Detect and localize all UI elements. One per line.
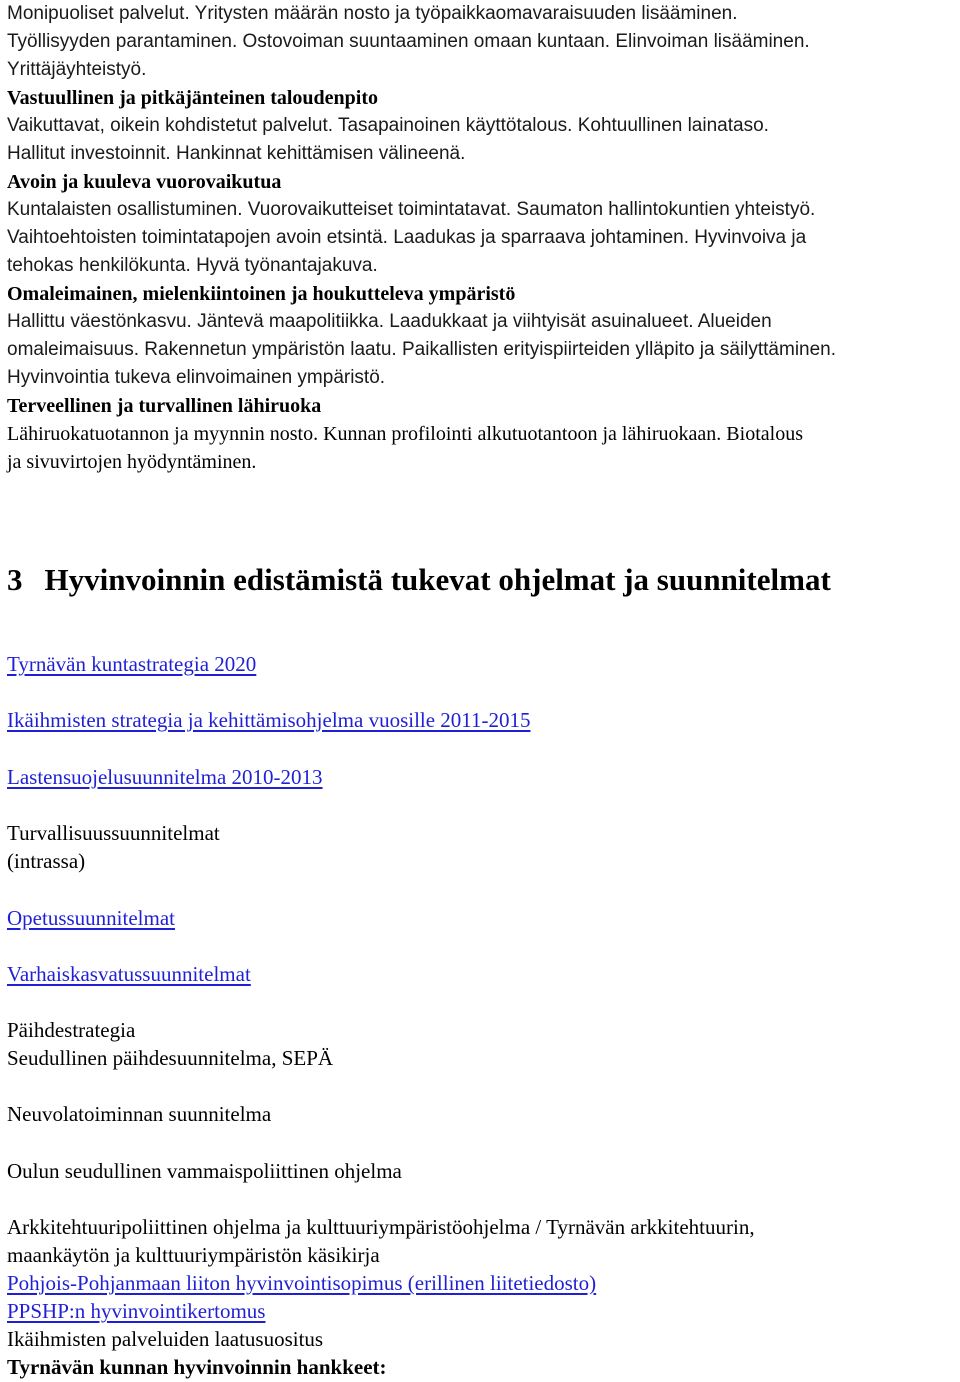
goal-text-line: Kuntalaisten osallistuminen. Vuorovaikutteiset toimintatavat. Saumaton hallintokuntien yhteistyö. bbox=[7, 199, 816, 220]
arkkitehtuuri-text: maankäytön ja kulttuuriympäristön käsikirja bbox=[7, 1243, 380, 1267]
program-entry bbox=[7, 960, 251, 988]
goal-text-line: ja sivuvirtojen hyödyntäminen. bbox=[7, 451, 257, 473]
goal-text-line: Vaikuttavat, oikein kohdistetut palvelut. Tasapainoinen käyttötalous. Kohtuullinen lainataso. bbox=[7, 115, 769, 136]
hankkeet-heading: Tyrnävän kunnan hyvinvoinnin hankkeet: bbox=[7, 1355, 387, 1379]
goal-text-line: tehokas henkilökunta. Hyvä työnantajakuva. bbox=[7, 255, 378, 276]
neuvola-text: Neuvolatoiminnan suunnitelma bbox=[7, 1102, 272, 1126]
goal-text-line: Hyvinvointia tukeva elinvoimainen ympäristö. bbox=[7, 367, 386, 388]
program-entry bbox=[7, 706, 531, 734]
program-entry bbox=[7, 904, 175, 932]
goal-text-line: Lähiruokatuotannon ja myynnin nosto. Kunnan profilointi alkutuotantoon ja lähiruokaan. Biotalous bbox=[7, 423, 803, 445]
goal-heading: Omaleimainen, mielenkiintoinen ja houkutteleva ympäristö bbox=[7, 283, 516, 305]
goal-heading: Avoin ja kuuleva vuorovaikutua bbox=[7, 171, 282, 193]
goal-text-line: Työllisyyden parantaminen. Ostovoiman suuntaaminen omaan kuntaan. Elinvoiman lisääminen. bbox=[7, 31, 810, 52]
hyvinvointisopimus-link[interactable]: Pohjois-Pohjanmaan liiton hyvinvointisopimus (erillinen liitetiedosto) bbox=[7, 1271, 597, 1295]
program-entry bbox=[7, 1100, 271, 1128]
program-entry bbox=[7, 763, 323, 791]
goal-text-line: Hallittu väestönkasvu. Jäntevä maapolitiikka. Laadukkaat ja viihtyisät asuinalueet. Alueiden bbox=[7, 311, 772, 332]
program-entry bbox=[7, 1213, 755, 1381]
kuntastrategia-link[interactable]: Tyrnävän kuntastrategia 2020 bbox=[7, 652, 257, 676]
goal-text-line: Hallitut investoinnit. Hankinnat kehittämisen välineenä. bbox=[7, 143, 466, 164]
hyvinvointikertomus-link[interactable]: PPSHP:n hyvinvointikertomus bbox=[7, 1299, 266, 1323]
laatusuositus-text: Ikäihmisten palveluiden laatusuositus bbox=[7, 1327, 324, 1351]
section-heading bbox=[7, 560, 831, 600]
document-page bbox=[7, 0, 957, 1379]
turvallisuussuunnitelmat-location: (intrassa) bbox=[7, 849, 86, 873]
program-entry bbox=[7, 1016, 333, 1072]
arkkitehtuuri-text: Arkkitehtuuripoliittinen ohjelma ja kulttuuriympäristöohjelma / Tyrnävän arkkitehtuurin, bbox=[7, 1215, 755, 1239]
opetussuunnitelmat-link[interactable]: Opetussuunnitelmat bbox=[7, 906, 175, 930]
lastensuojelusuunnitelma-link[interactable]: Lastensuojelusuunnitelma 2010-2013 bbox=[7, 765, 323, 789]
ikaihmiset-strategia-link[interactable]: Ikäihmisten strategia ja kehittämisohjelma vuosille 2011-2015 bbox=[7, 708, 531, 732]
varhaiskasvatussuunnitelmat-link[interactable]: Varhaiskasvatussuunnitelmat bbox=[7, 962, 251, 986]
section-number: 3 bbox=[7, 562, 23, 597]
program-entry bbox=[7, 819, 220, 875]
goal-heading: Vastuullinen ja pitkäjänteinen taloudenpito bbox=[7, 87, 379, 109]
program-entry bbox=[7, 1157, 402, 1185]
goal-heading: Terveellinen ja turvallinen lähiruoka bbox=[7, 395, 322, 417]
paihdesuunnitelma-text: Seudullinen päihdesuunnitelma, SEPÄ bbox=[7, 1046, 334, 1070]
section-title: Hyvinvoinnin edistämistä tukevat ohjelmat ja suunnitelmat bbox=[44, 562, 831, 597]
turvallisuussuunnitelmat-text: Turvallisuussuunnitelmat bbox=[7, 821, 220, 845]
vammaispoliittinen-text: Oulun seudullinen vammaispoliittinen ohjelma bbox=[7, 1159, 402, 1183]
goal-text-line: omaleimaisuus. Rakennetun ympäristön laatu. Paikallisten erityispiirteiden ylläpito ja säilyttäminen. bbox=[7, 339, 837, 360]
goal-text-line: Monipuoliset palvelut. Yritysten määrän nosto ja työpaikkaomavaraisuuden lisääminen. bbox=[7, 3, 738, 24]
strategy-goals bbox=[7, 0, 957, 476]
goal-text-line: Vaihtoehtoisten toimintatapojen avoin etsintä. Laadukas ja sparraava johtaminen. Hyvinvoiva ja bbox=[7, 227, 807, 248]
goal-text-line: Yrittäjäyhteistyö. bbox=[7, 59, 147, 80]
paihdestrategia-text: Päihdestrategia bbox=[7, 1018, 136, 1042]
program-entry bbox=[7, 650, 256, 678]
